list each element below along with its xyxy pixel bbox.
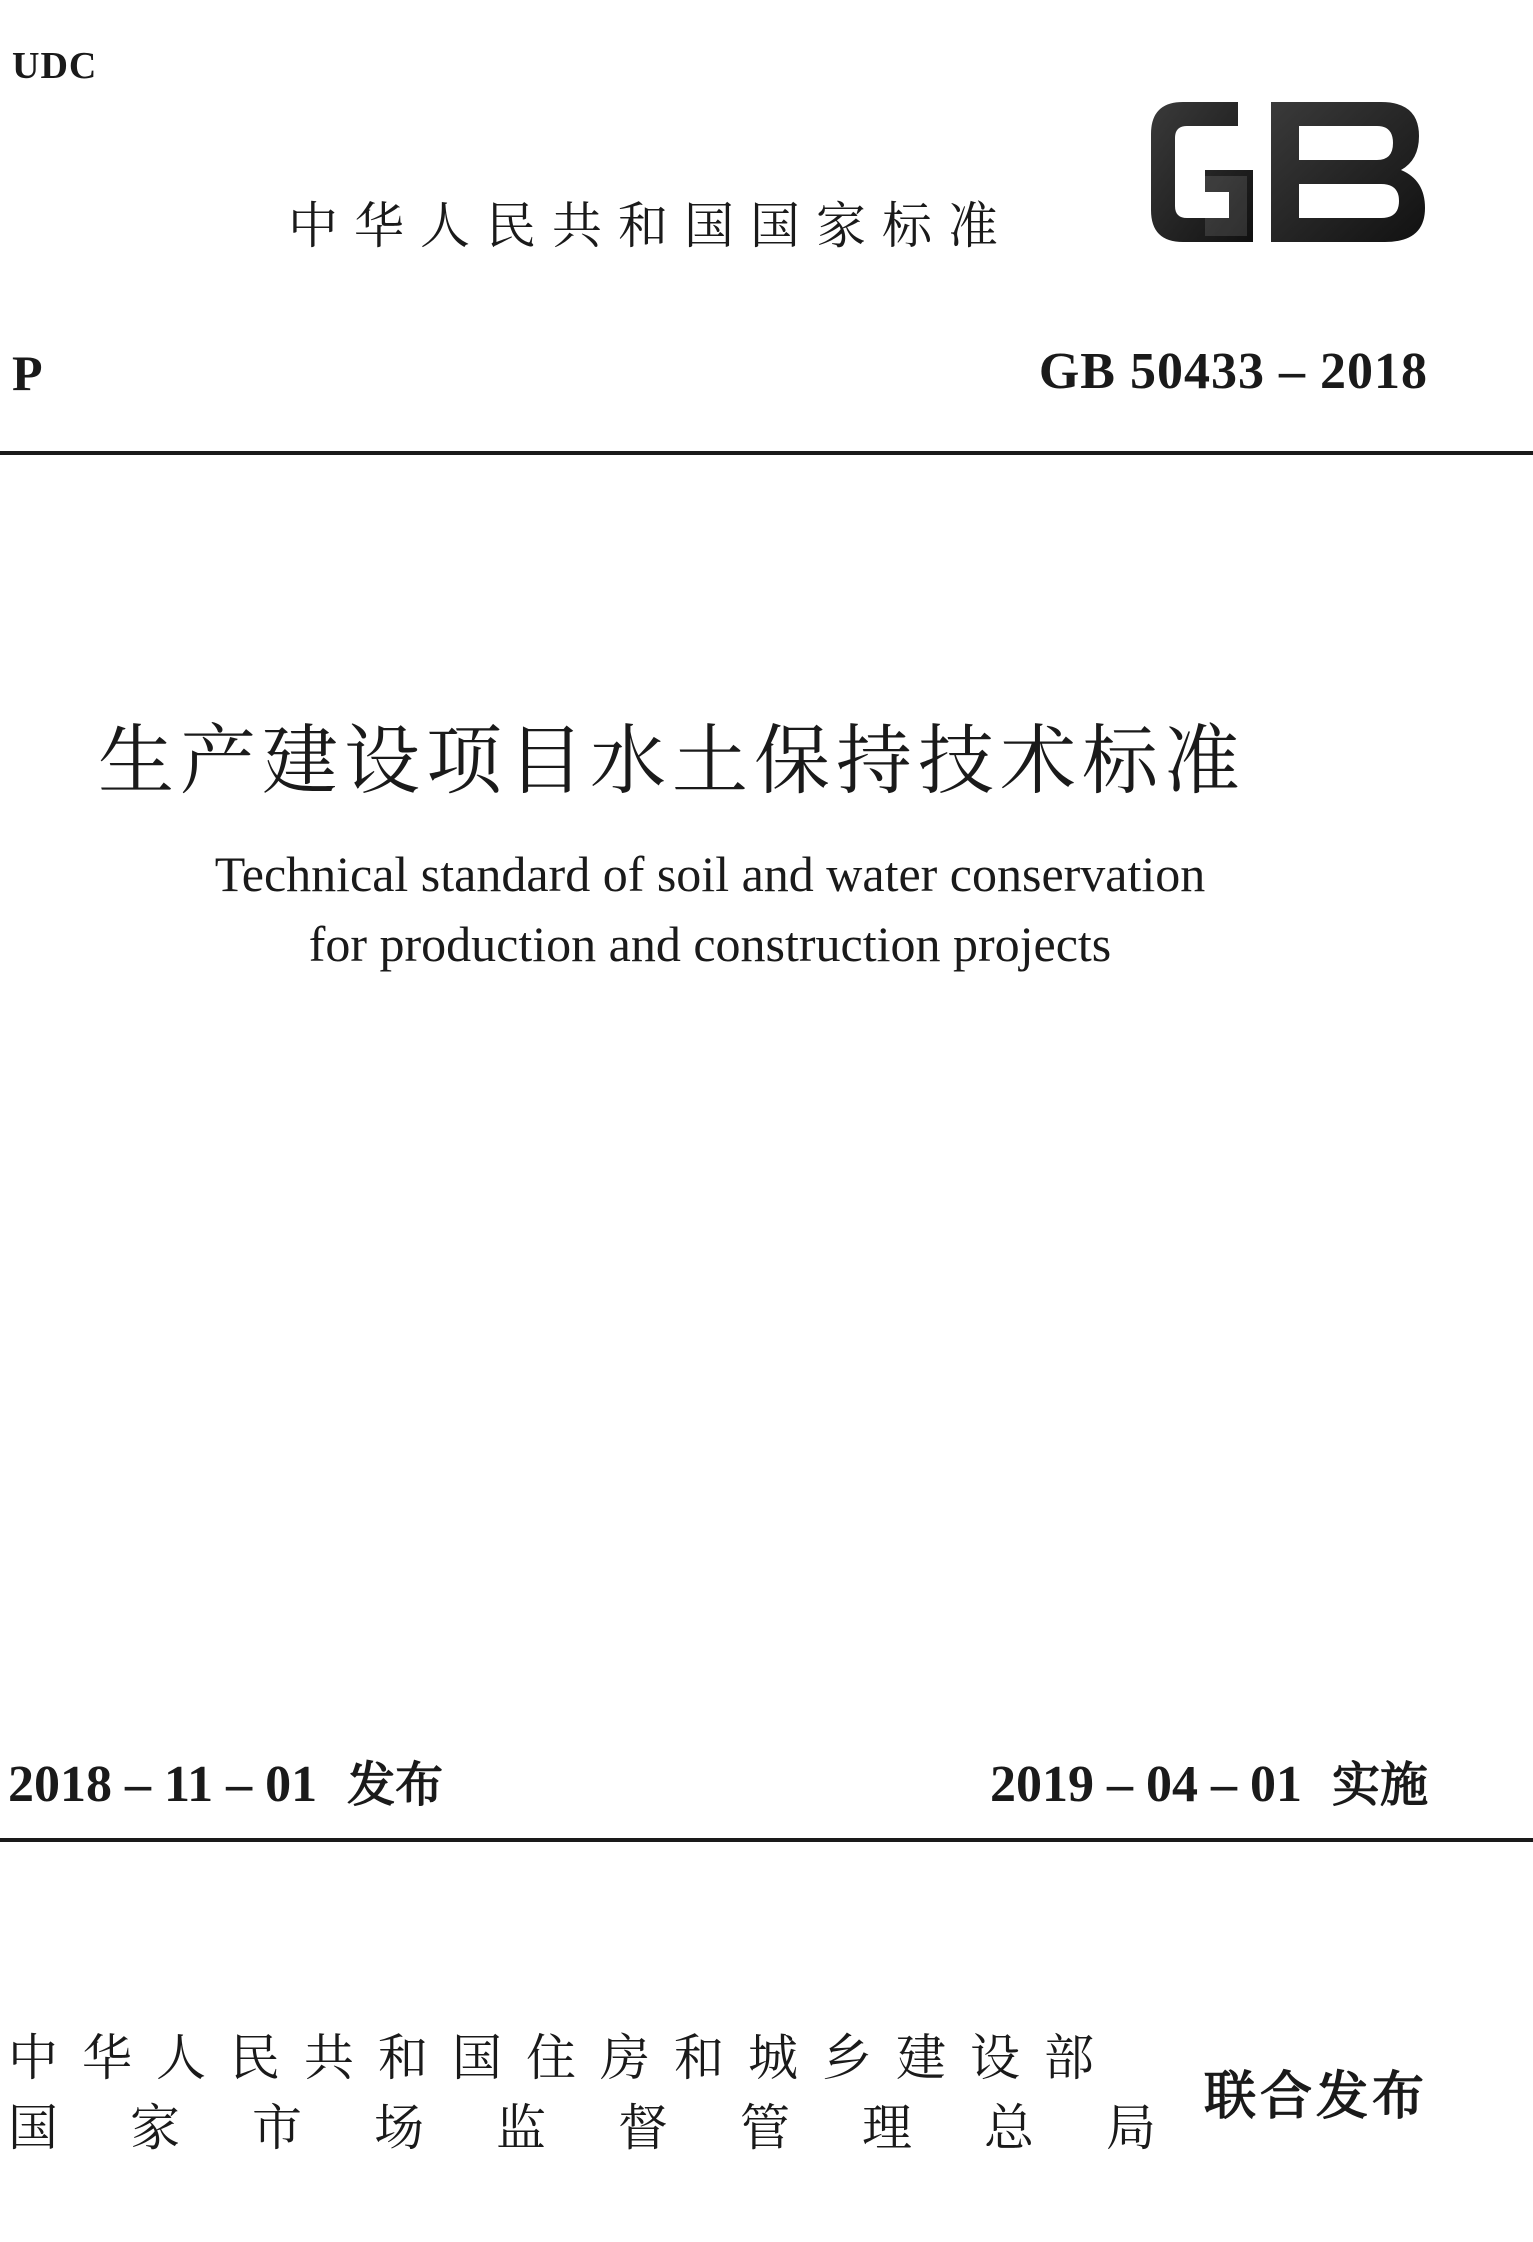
category-code: P xyxy=(12,345,43,401)
gb-logo-icon xyxy=(1143,92,1433,252)
issue-date: 2018 – 11 – 01 xyxy=(8,1756,318,1813)
title-english-line1: Technical standard of soil and water conservation xyxy=(214,846,1206,902)
implementation-label: 实施 xyxy=(1331,1757,1428,1813)
issuer-ministry: 中华人民共和国住房和城乡建设部 xyxy=(8,2029,1118,2087)
standard-number: GB 50433 – 2018 xyxy=(1038,343,1428,400)
bottom-rule-divider xyxy=(0,1838,1533,1842)
issuer-administration: 国家市场监督管理总局 xyxy=(8,2099,1228,2157)
title-english-line2: for production and construction projects xyxy=(308,916,1112,972)
top-rule-divider xyxy=(0,451,1533,455)
implementation-date: 2019 – 04 – 01 xyxy=(989,1756,1302,1813)
title-chinese: 生产建设项目水土保持技术标准 xyxy=(98,716,1246,805)
implementation-date-block xyxy=(990,1746,1428,1815)
national-standard-heading: 中华人民共和国国家标准 xyxy=(288,197,1014,255)
issue-label: 发布 xyxy=(347,1757,444,1813)
issue-date-block xyxy=(8,1746,443,1815)
joint-issue-label: 联合发布 xyxy=(1203,2067,1428,2127)
udc-label: UDC xyxy=(12,45,98,87)
